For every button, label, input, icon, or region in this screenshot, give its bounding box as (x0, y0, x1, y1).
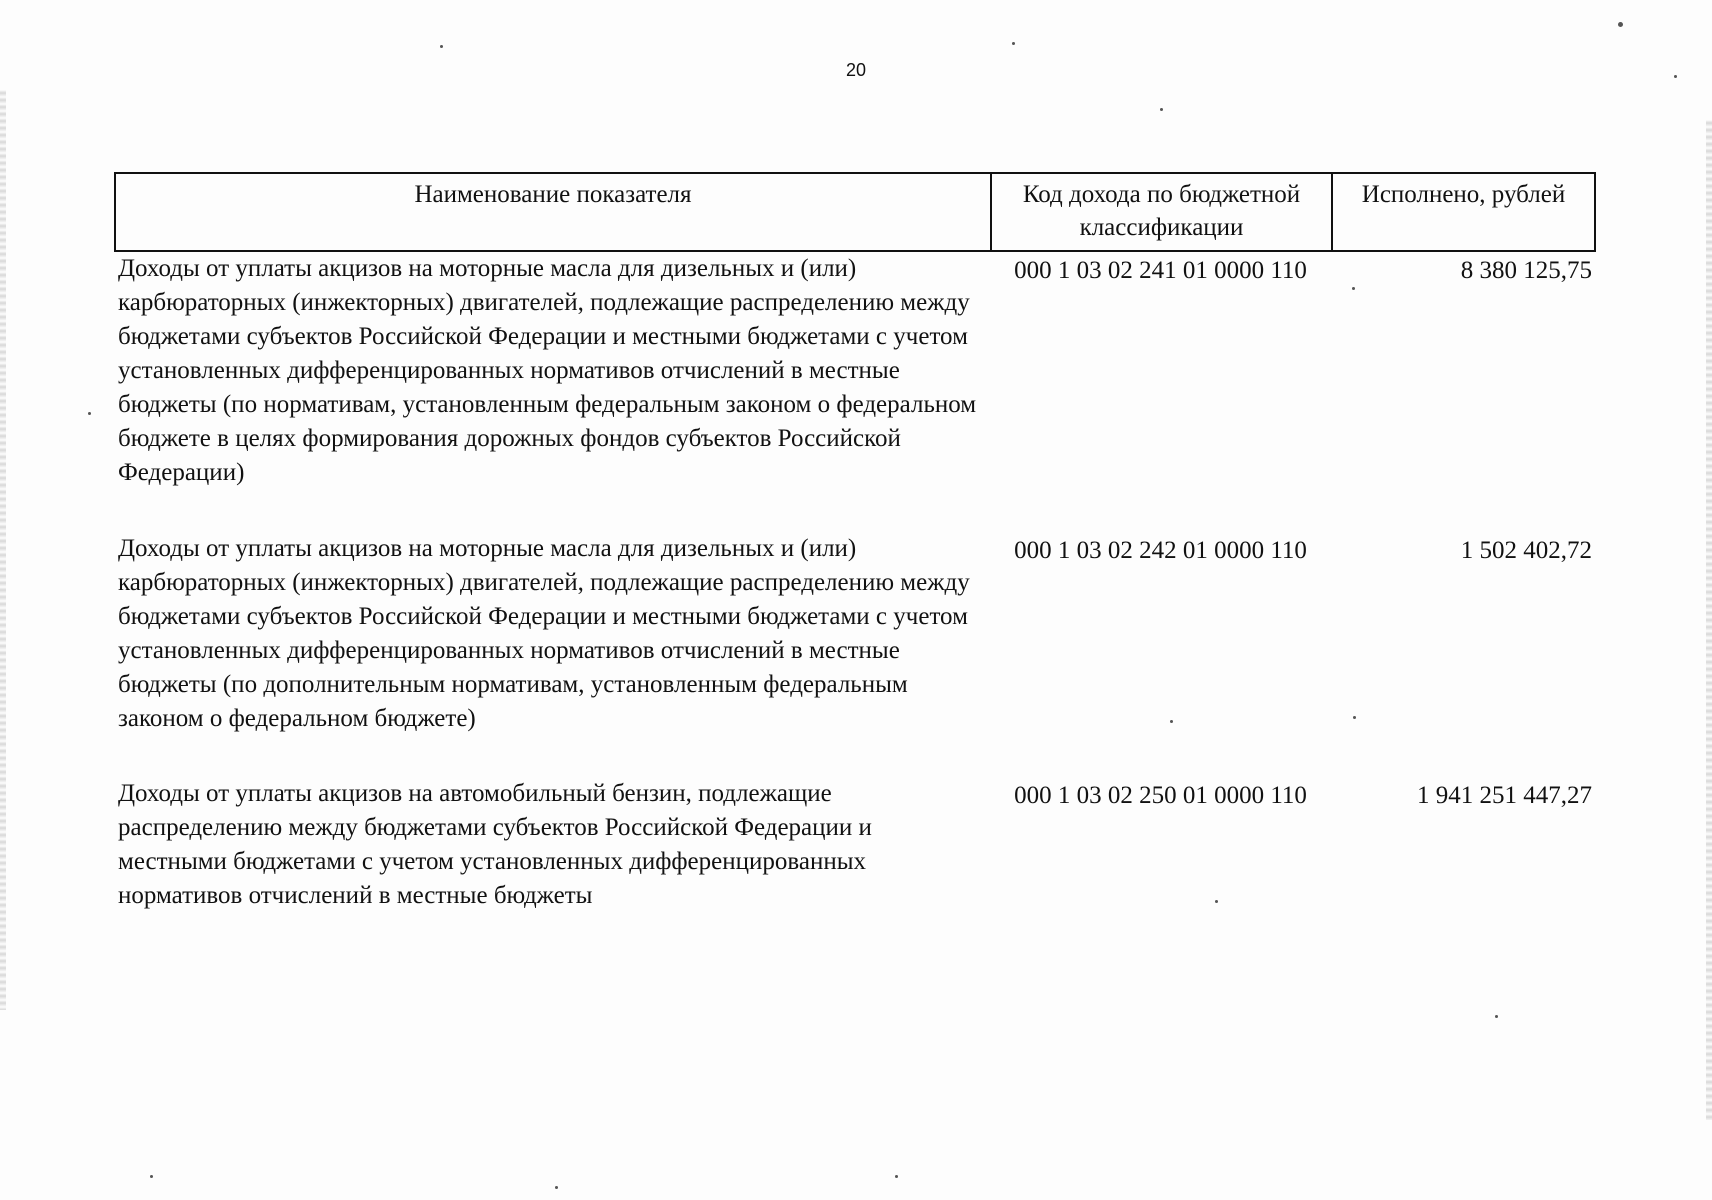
table-header (114, 172, 1596, 252)
scan-speck (1353, 716, 1356, 719)
scan-edge-right (1706, 120, 1712, 1120)
scan-speck (1012, 42, 1015, 45)
row-code: 000 1 03 02 241 01 0000 110 (1014, 257, 1307, 284)
table-body (114, 252, 1596, 937)
scan-speck (1160, 108, 1163, 111)
table-row (114, 252, 1596, 532)
scan-speck (150, 1175, 153, 1178)
header-code: Код дохода по бюджетной классификации (992, 174, 1333, 250)
header-name: Наименование показателя (116, 174, 992, 250)
scan-speck (1495, 1015, 1498, 1018)
row-code: 000 1 03 02 242 01 0000 110 (1014, 537, 1307, 564)
row-executed: 1 502 402,72 (1460, 537, 1592, 564)
row-name: Доходы от уплаты акцизов на автомобильный бензин, подлежащие распределению между бюджетами субъектов Российской Федерации и местными бюджетами с учетом установленных дифференцированных нормативов отчислений в местные бюджеты (118, 780, 872, 909)
row-name: Доходы от уплаты акцизов на моторные масла для дизельных и (или) карбюраторных (инжекторных) двигателей, подлежащие распределению между бюджетами субъектов Российской Федерации и местными бюджетами с учетом установленных дифференцированных нормативов отчислений в местные бюджеты (по дополнительным нормативам, установленным федеральным законом о федеральном бюджете) (118, 535, 970, 732)
row-executed: 1 941 251 447,27 (1417, 782, 1592, 809)
scan-edge-left (0, 90, 6, 1010)
scan-speck (440, 45, 443, 48)
scan-speck (88, 412, 91, 415)
table-row (114, 777, 1596, 937)
scan-speck (1618, 22, 1623, 27)
table-row (114, 532, 1596, 777)
scan-speck (895, 1175, 898, 1178)
page-number: 20 (845, 60, 867, 80)
row-name: Доходы от уплаты акцизов на моторные масла для дизельных и (или) карбюраторных (инжекторных) двигателей, подлежащие распределению между бюджетами субъектов Российской Федерации и местными бюджетами с учетом установленных дифференцированных нормативов отчислений в местные бюджеты (по нормативам, установленным федеральным законом о федеральном бюджете в целях формирования дорожных фондов субъектов Российской Федерации) (118, 255, 977, 486)
scan-speck (1674, 75, 1677, 78)
header-executed: Исполнено, рублей (1361, 181, 1566, 208)
scan-speck (555, 1186, 558, 1189)
row-code: 000 1 03 02 250 01 0000 110 (1014, 782, 1307, 809)
scan-speck (1170, 720, 1173, 723)
scan-speck (1352, 287, 1355, 290)
scan-speck (1215, 900, 1218, 903)
row-executed: 8 380 125,75 (1460, 257, 1592, 284)
